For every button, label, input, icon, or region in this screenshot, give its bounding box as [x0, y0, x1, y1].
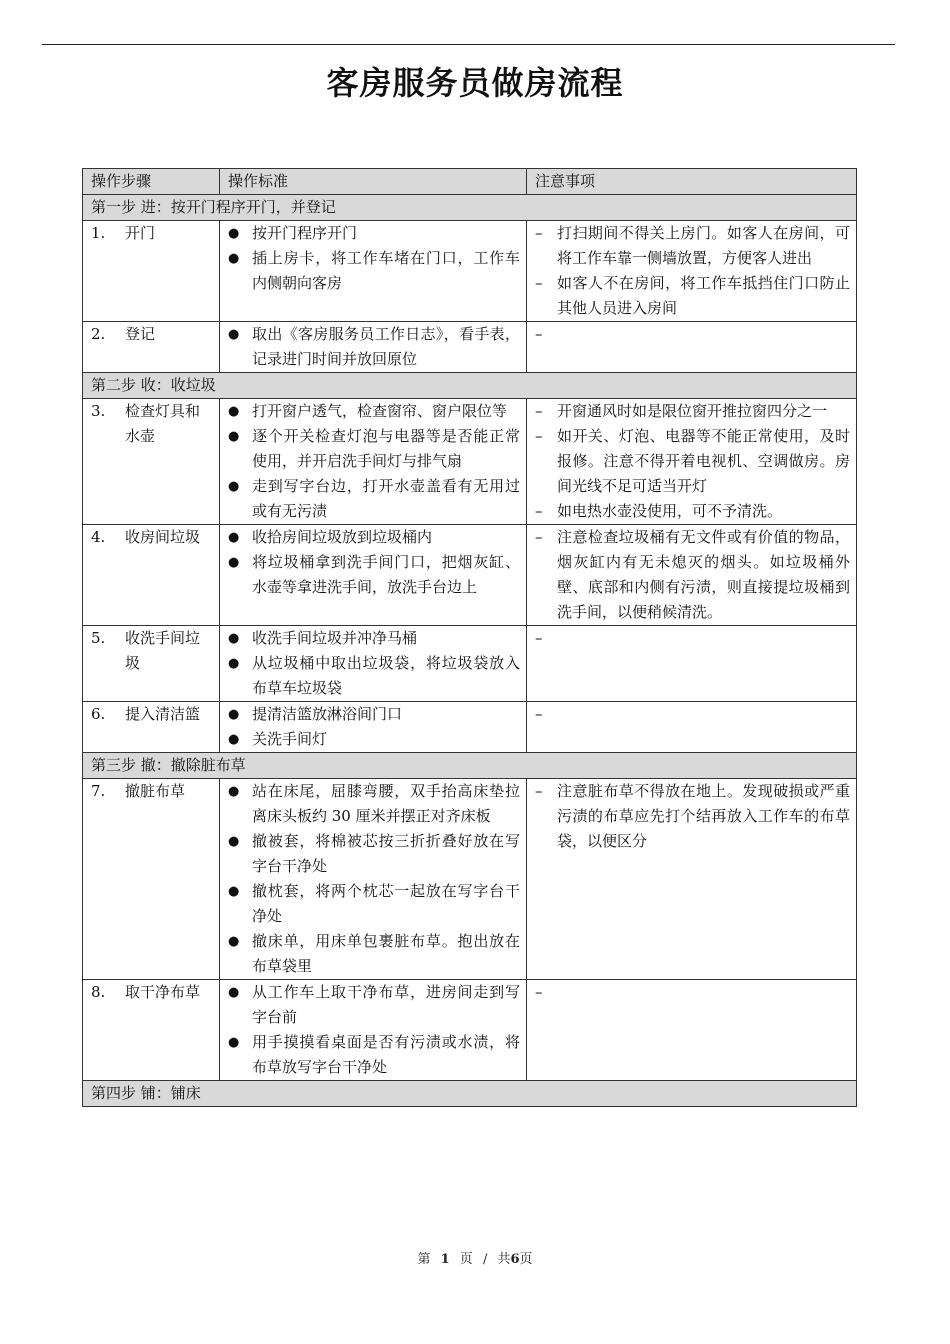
footer-page-unit: 页 — [459, 1252, 473, 1267]
footer-total-unit: 页 — [519, 1252, 533, 1267]
standard-item — [228, 550, 520, 600]
step-cell — [83, 702, 220, 753]
bullet-icon: ● — [228, 226, 240, 241]
step-cell — [83, 626, 220, 702]
step-label — [91, 779, 213, 804]
standard-text: 提清洁篮放淋浴间门口 — [252, 705, 403, 723]
standard-text: 逐个开关检查灯泡与电器等是否能正常使用，并开启洗手间灯与排气扇 — [252, 427, 520, 470]
note-text: 如电热水壶没使用，可不予清洗。 — [557, 502, 783, 520]
bullet-icon: ● — [228, 404, 240, 419]
standard-cell — [220, 626, 527, 702]
standard-text: 从工作车上取干净布草，进房间走到写字台前 — [252, 983, 520, 1026]
section-title: 第四步 铺：铺床 — [83, 1081, 857, 1107]
bullet-icon: ● — [228, 479, 240, 494]
step-number: 5. — [91, 629, 106, 647]
notes-cell — [527, 779, 857, 980]
standard-cell — [220, 980, 527, 1081]
standard-cell — [220, 525, 527, 626]
note-text: 如开关、灯泡、电器等不能正常使用，及时报修。注意不得开着电视机、空调做房。房间光线不足可适当开灯 — [557, 427, 850, 495]
step-label — [91, 399, 213, 449]
bullet-icon: ● — [228, 985, 240, 1000]
standard-cell — [220, 221, 527, 322]
dash-icon: – — [535, 274, 543, 292]
step-number: 2. — [91, 325, 106, 343]
step-number: 3. — [91, 402, 106, 420]
standard-item — [228, 651, 520, 701]
standard-item — [228, 221, 520, 246]
step-number: 6. — [91, 705, 106, 723]
standard-text: 收洗手间垃圾并冲净马桶 — [252, 629, 418, 647]
step-label — [91, 980, 213, 1005]
step-number: 4. — [91, 528, 106, 546]
notes-cell — [527, 626, 857, 702]
standard-cell — [220, 399, 527, 525]
step-name: 登记 — [125, 325, 156, 343]
note-text — [557, 980, 850, 1005]
note-item — [535, 221, 850, 271]
standard-item — [228, 626, 520, 651]
section-title: 第三步 撤：撤除脏布草 — [83, 753, 857, 779]
section-title: 第二步 收：收垃圾 — [83, 373, 857, 399]
table-header-row — [83, 169, 857, 195]
step-name: 收房间垃圾 — [125, 528, 201, 546]
note-item — [535, 424, 850, 499]
standard-item — [228, 474, 520, 524]
note-text: 如客人不在房间，将工作车抵挡住门口防止其他人员进入房间 — [557, 274, 850, 317]
standard-text: 关洗手间灯 — [252, 730, 328, 748]
standard-item — [228, 525, 520, 550]
header-rule — [42, 44, 895, 45]
step-row — [83, 399, 857, 525]
standard-item — [228, 702, 520, 727]
dash-icon: – — [535, 705, 543, 723]
step-name: 开门 — [125, 224, 156, 242]
dash-icon: – — [535, 629, 543, 647]
step-number: 1. — [91, 224, 106, 242]
standard-text: 用手摸摸看桌面是否有污渍或水渍，将布草放写字台干净处 — [252, 1033, 520, 1076]
note-item — [535, 399, 850, 424]
step-number: 7. — [91, 782, 106, 800]
standard-text: 按开门程序开门 — [252, 224, 358, 242]
footer-page-label: 第 — [417, 1252, 431, 1267]
section-row — [83, 195, 857, 221]
footer-total-num: 6 — [510, 1252, 520, 1267]
section-row — [83, 1081, 857, 1107]
step-cell — [83, 525, 220, 626]
footer-page-num: 1 — [440, 1252, 450, 1267]
standard-text: 打开窗户透气，检查窗帘、窗户限位等 — [252, 402, 508, 420]
page-footer — [0, 1248, 950, 1267]
bullet-icon: ● — [228, 707, 240, 722]
standard-text: 撤被套，将棉被芯按三折折叠好放在写字台干净处 — [252, 832, 520, 875]
standard-item — [228, 727, 520, 752]
step-name: 取干净布草 — [125, 983, 201, 1001]
dash-icon: – — [535, 782, 543, 800]
step-number: 8. — [91, 983, 106, 1001]
standard-text: 站在床尾，屈膝弯腰，双手抬高床垫拉离床头板约 30 厘米并摆正对齐床板 — [252, 782, 520, 825]
bullet-icon: ● — [228, 1035, 240, 1050]
step-label — [91, 322, 213, 347]
standard-item — [228, 929, 520, 979]
note-item — [535, 322, 850, 347]
step-cell — [83, 980, 220, 1081]
standard-text: 撤床单，用床单包裹脏布草。抱出放在布草袋里 — [252, 932, 520, 975]
standard-item — [228, 246, 520, 296]
step-row — [83, 980, 857, 1081]
bullet-icon: ● — [228, 530, 240, 545]
standard-item — [228, 424, 520, 474]
note-text — [557, 322, 850, 347]
note-item — [535, 525, 850, 625]
bullet-icon: ● — [228, 327, 240, 342]
step-name: 撤脏布草 — [125, 782, 186, 800]
bullet-icon: ● — [228, 429, 240, 444]
note-item — [535, 702, 850, 727]
standard-item — [228, 829, 520, 879]
step-row — [83, 221, 857, 322]
standard-text: 收拾房间垃圾放到垃圾桶内 — [252, 528, 433, 546]
dash-icon: – — [535, 224, 543, 242]
step-label — [91, 626, 213, 676]
step-row — [83, 702, 857, 753]
table-body — [83, 195, 857, 1107]
footer-sep: / — [482, 1252, 488, 1267]
note-text: 注意脏布草不得放在地上。发现破损或严重污渍的布草应先打个结再放入工作车的布草袋，以便区分 — [557, 782, 850, 850]
procedure-table — [82, 168, 857, 1107]
note-text: 开窗通风时如是限位窗开推拉窗四分之一 — [557, 402, 828, 420]
step-label — [91, 702, 213, 727]
note-item — [535, 499, 850, 524]
step-row — [83, 322, 857, 373]
standard-item — [228, 980, 520, 1030]
notes-cell — [527, 399, 857, 525]
step-cell — [83, 779, 220, 980]
step-cell — [83, 221, 220, 322]
bullet-icon: ● — [228, 884, 240, 899]
standard-item — [228, 399, 520, 424]
standard-text: 从垃圾桶中取出垃圾袋，将垃圾袋放入布草车垃圾袋 — [252, 654, 520, 697]
note-item — [535, 271, 850, 321]
notes-cell — [527, 322, 857, 373]
standard-text: 撤枕套，将两个枕芯一起放在写字台干净处 — [252, 882, 520, 925]
notes-cell — [527, 702, 857, 753]
note-item — [535, 980, 850, 1005]
footer-total-label: 共 — [497, 1252, 511, 1267]
dash-icon: – — [535, 427, 543, 445]
bullet-icon: ● — [228, 732, 240, 747]
notes-cell — [527, 525, 857, 626]
document-title: 客房服务员做房流程 — [326, 64, 624, 102]
bullet-icon: ● — [228, 251, 240, 266]
standard-cell — [220, 322, 527, 373]
step-cell — [83, 399, 220, 525]
dash-icon: – — [535, 983, 543, 1001]
step-name: 收洗手间垃圾 — [125, 629, 201, 672]
section-title: 第一步 进：按开门程序开门，并登记 — [83, 195, 857, 221]
step-row — [83, 525, 857, 626]
standard-cell — [220, 779, 527, 980]
standard-text: 将垃圾桶拿到洗手间门口，把烟灰缸、水壶等拿进洗手间，放洗手台边上 — [252, 553, 520, 596]
note-text: 打扫期间不得关上房门。如客人在房间，可将工作车靠一侧墙放置，方便客人进出 — [557, 224, 850, 267]
standard-text: 插上房卡，将工作车堵在门口，工作车内侧朝向客房 — [252, 249, 520, 292]
notes-cell — [527, 221, 857, 322]
notes-cell — [527, 980, 857, 1081]
bullet-icon: ● — [228, 631, 240, 646]
header-standard: 操作标准 — [220, 169, 527, 195]
section-row — [83, 753, 857, 779]
standard-item — [228, 1030, 520, 1080]
step-row — [83, 626, 857, 702]
header-notes: 注意事项 — [527, 169, 857, 195]
note-text: 注意检查垃圾桶有无文件或有价值的物品，烟灰缸内有无未熄灭的烟头。如垃圾桶外壁、底部和内侧有污渍，则直接提垃圾桶到洗手间，以便稍候清洗。 — [557, 528, 850, 621]
bullet-icon: ● — [228, 555, 240, 570]
standard-text: 取出《客房服务员工作日志》，看手表，记录进门时间并放回原位 — [252, 325, 520, 368]
step-row — [83, 779, 857, 980]
standard-item — [228, 779, 520, 829]
note-item — [535, 779, 850, 854]
dash-icon: – — [535, 528, 543, 546]
standard-cell — [220, 702, 527, 753]
note-text — [557, 702, 850, 727]
standard-text: 走到写字台边，打开水壶盖看有无用过或有无污渍 — [252, 477, 520, 520]
standard-item — [228, 322, 520, 372]
bullet-icon: ● — [228, 934, 240, 949]
header-step: 操作步骤 — [83, 169, 220, 195]
step-name: 提入清洁篮 — [125, 705, 201, 723]
step-cell — [83, 322, 220, 373]
dash-icon: – — [535, 325, 543, 343]
dash-icon: – — [535, 502, 543, 520]
bullet-icon: ● — [228, 656, 240, 671]
step-label — [91, 525, 213, 550]
note-item — [535, 626, 850, 651]
bullet-icon: ● — [228, 834, 240, 849]
dash-icon: – — [535, 402, 543, 420]
note-text — [557, 626, 850, 651]
standard-item — [228, 879, 520, 929]
section-row — [83, 373, 857, 399]
bullet-icon: ● — [228, 784, 240, 799]
step-label — [91, 221, 213, 246]
step-name: 检查灯具和水壶 — [125, 402, 201, 445]
